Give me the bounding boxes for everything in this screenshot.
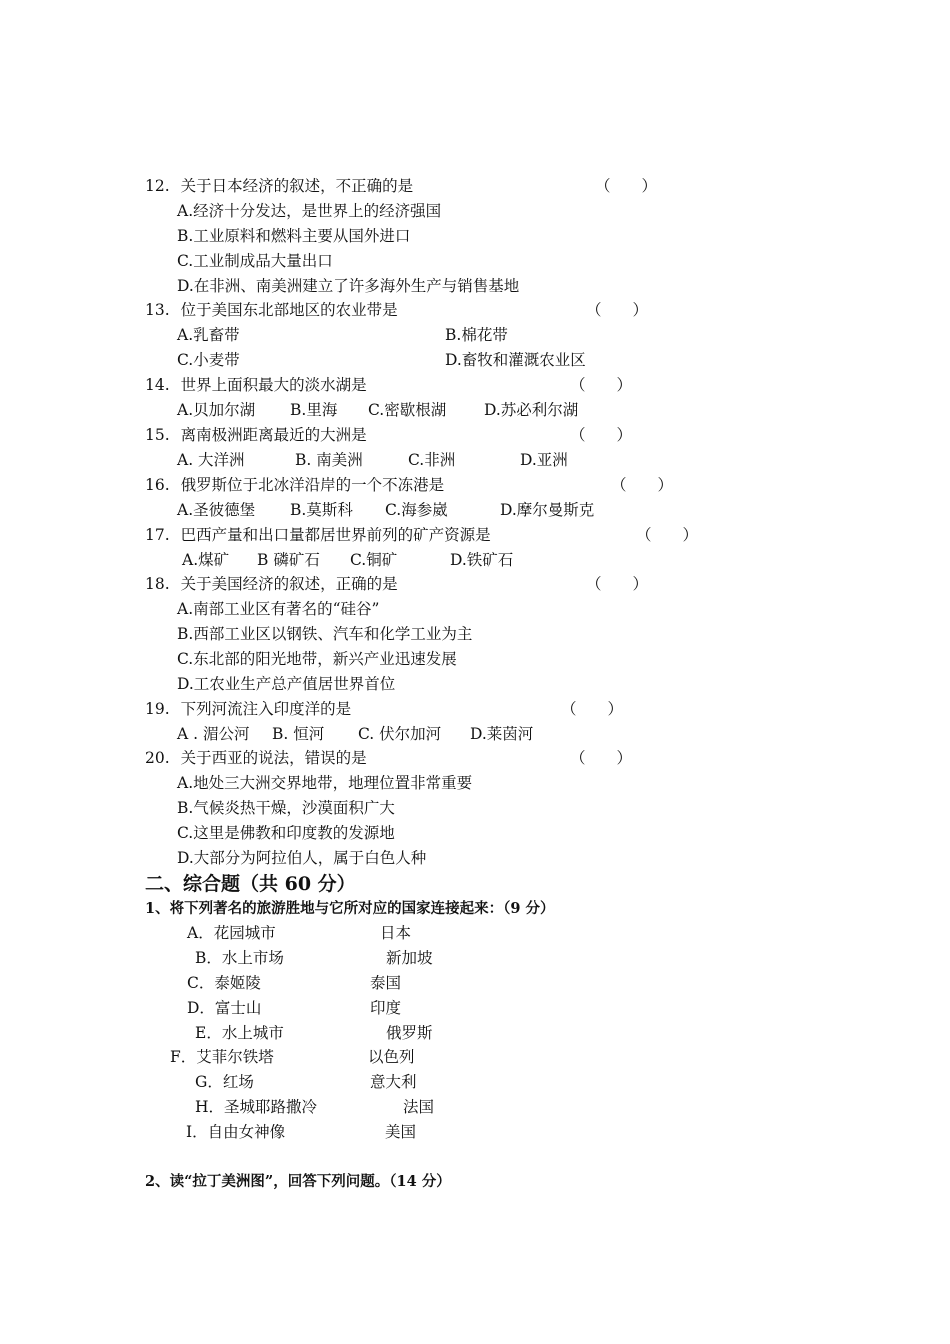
country-item: 新加坡 <box>386 949 433 967</box>
question-stem: 关于日本经济的叙述，不正确的是 <box>180 177 414 195</box>
question-15 <box>145 425 367 445</box>
answer-parenthesis: （ ） <box>570 426 633 444</box>
option-d: D.莱茵河 <box>470 725 534 743</box>
option-c: C.东北部的阳光地带，新兴产业迅速发展 <box>177 650 457 668</box>
question-stem: 巴西产量和出口量都居世界前列的矿产资源是 <box>180 526 491 544</box>
site-item: F．艾菲尔铁塔 <box>170 1048 274 1066</box>
site-item: D．富士山 <box>187 999 262 1017</box>
option-c: C.铜矿 <box>350 551 398 569</box>
option-c: C.非洲 <box>408 451 456 469</box>
option-d: D.铁矿石 <box>450 551 514 569</box>
site-item: I．自由女神像 <box>186 1123 286 1141</box>
country-item: 以色列 <box>368 1048 415 1066</box>
question-19 <box>145 699 351 719</box>
option-c: C. 伏尔加河 <box>358 725 442 743</box>
option-a: A.经济十分发达，是世界上的经济强国 <box>177 202 442 220</box>
option-b: B.气候炎热干燥，沙漠面积广大 <box>177 799 395 817</box>
question-number: 18. <box>145 575 170 593</box>
option-a: A.贝加尔湖 <box>177 401 256 419</box>
option-b: B 磷矿石 <box>257 551 320 569</box>
option-b: B.里海 <box>290 401 338 419</box>
answer-parenthesis: （ ） <box>570 749 633 767</box>
question-stem: 关于美国经济的叙述，正确的是 <box>180 575 398 593</box>
country-item: 俄罗斯 <box>386 1024 433 1042</box>
site-item: G．红场 <box>195 1073 254 1091</box>
question-13 <box>145 300 398 320</box>
question-number: 16. <box>145 476 170 494</box>
option-d: D.工农业生产总产值居世界首位 <box>177 675 396 693</box>
site-item: B．水上市场 <box>195 949 284 967</box>
answer-parenthesis: （ ） <box>561 700 624 718</box>
option-c: C.海参崴 <box>385 501 448 519</box>
question-stem: 下列河流注入印度洋的是 <box>180 700 352 718</box>
option-d: D.大部分为阿拉伯人，属于白色人种 <box>177 849 427 867</box>
country-item: 美国 <box>385 1123 417 1141</box>
option-a: A.煤矿 <box>182 551 230 569</box>
question-18 <box>145 574 398 594</box>
question-14 <box>145 375 367 395</box>
question-stem: 关于西亚的说法，错误的是 <box>180 749 367 767</box>
question-number: 13. <box>145 301 170 319</box>
country-item: 意大利 <box>370 1073 417 1091</box>
option-b: B. 恒河 <box>272 725 325 743</box>
option-d: D.畜牧和灌溉农业区 <box>445 351 586 369</box>
country-item: 法国 <box>403 1098 435 1116</box>
country-item: 泰国 <box>370 974 402 992</box>
option-a: A.南部工业区有著名的“硅谷” <box>177 600 380 618</box>
question-number: 14. <box>145 376 170 394</box>
answer-parenthesis: （ ） <box>595 177 658 195</box>
option-a: A.地处三大洲交界地带，地理位置非常重要 <box>177 774 473 792</box>
question-20 <box>145 748 367 768</box>
answer-parenthesis: （ ） <box>586 301 649 319</box>
option-c: C.密歇根湖 <box>368 401 447 419</box>
answer-parenthesis: （ ） <box>586 575 649 593</box>
country-item: 日本 <box>380 924 412 942</box>
answer-parenthesis: （ ） <box>570 376 633 394</box>
section-heading: 二、综合题（共 60 分） <box>145 873 356 895</box>
question-1-title: 1、将下列著名的旅游胜地与它所对应的国家连接起来：（9 分） <box>145 900 555 917</box>
option-b: B.莫斯科 <box>290 501 353 519</box>
question-stem: 世界上面积最大的淡水湖是 <box>180 376 367 394</box>
option-c: C.这里是佛教和印度教的发源地 <box>177 824 395 842</box>
answer-parenthesis: （ ） <box>611 476 674 494</box>
option-b: B.棉花带 <box>445 326 508 344</box>
option-c: C.工业制成品大量出口 <box>177 252 333 270</box>
question-17 <box>145 525 491 545</box>
question-2-title: 2、读“拉丁美洲图”，回答下列问题。（14 分） <box>145 1173 451 1190</box>
option-b: B. 南美洲 <box>295 451 363 469</box>
option-b: B.工业原料和燃料主要从国外进口 <box>177 227 411 245</box>
question-stem: 位于美国东北部地区的农业带是 <box>180 301 398 319</box>
question-number: 15. <box>145 426 170 444</box>
option-c: C.小麦带 <box>177 351 240 369</box>
option-d: D.亚洲 <box>520 451 568 469</box>
question-stem: 离南极洲距离最近的大洲是 <box>180 426 367 444</box>
answer-parenthesis: （ ） <box>636 526 699 544</box>
site-item: H．圣城耶路撒冷 <box>195 1098 318 1116</box>
country-item: 印度 <box>370 999 402 1017</box>
option-b: B.西部工业区以钢铁、汽车和化学工业为主 <box>177 625 473 643</box>
question-number: 17. <box>145 526 170 544</box>
question-16 <box>145 475 444 495</box>
question-number: 12. <box>145 177 170 195</box>
option-a: A. 大洋洲 <box>177 451 245 469</box>
question-number: 20. <box>145 749 170 767</box>
option-d: D.苏必利尔湖 <box>484 401 579 419</box>
site-item: A．花园城市 <box>187 924 276 942</box>
question-stem: 俄罗斯位于北冰洋沿岸的一个不冻港是 <box>180 476 445 494</box>
question-number: 19. <box>145 700 170 718</box>
option-a: A.乳畜带 <box>177 326 240 344</box>
site-item: C．泰姬陵 <box>187 974 261 992</box>
option-a: A . 湄公河 <box>177 725 250 743</box>
option-d: D.摩尔曼斯克 <box>500 501 595 519</box>
option-d: D.在非洲、南美洲建立了许多海外生产与销售基地 <box>177 277 520 295</box>
question-12 <box>145 176 413 196</box>
option-a: A.圣彼德堡 <box>177 501 256 519</box>
site-item: E．水上城市 <box>195 1024 284 1042</box>
